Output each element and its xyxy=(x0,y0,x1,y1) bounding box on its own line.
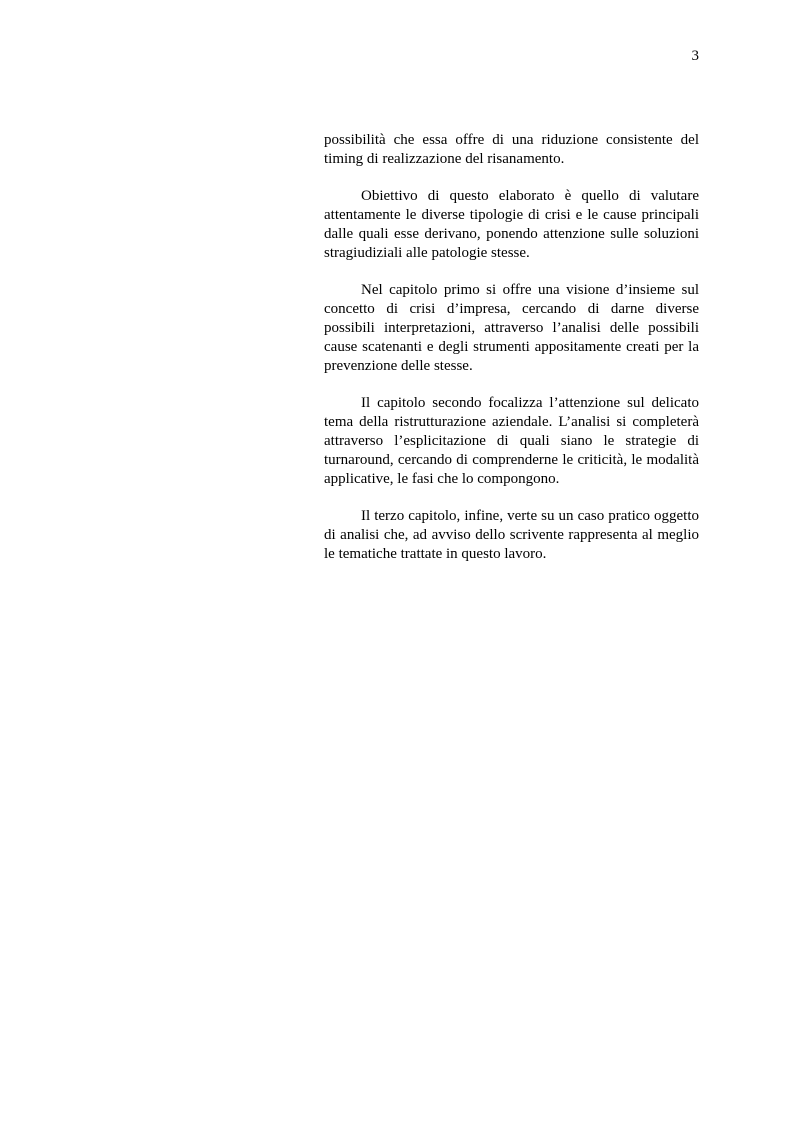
body-text xyxy=(324,131,699,582)
paragraph-chapter-three: Il terzo capitolo, infine, verte su un caso pratico oggetto di analisi che, ad avviso dello scrivente rappresenta al meglio le tematiche trattate in questo lavoro. xyxy=(324,508,699,562)
paragraph-continuation: possibilità che essa offre di una riduzione consistente del timing di realizzazione del risanamento. xyxy=(324,132,699,167)
paragraph-chapter-one: Nel capitolo primo si offre una visione d’insieme sul concetto di crisi d’impresa, cercando di darne diverse possibili interpretazioni, attraverso l’analisi delle possibili cause scatenanti e degli strumenti appositamente creati per la prevenzione delle stesse. xyxy=(324,282,699,374)
paragraph-chapter-two: Il capitolo secondo focalizza l’attenzione sul delicato tema della ristrutturazione aziendale. L’analisi si completerà attraverso l’esplicitazione di quali siano le strategie di turnaround, cercando di comprenderne le criticità, le modalità applicative, le fasi che lo compongono. xyxy=(324,395,699,487)
paragraph-objective: Obiettivo di questo elaborato è quello di valutare attentamente le diverse tipologie di crisi e le cause principali dalle quali esse derivano, ponendo attenzione sulle soluzioni stragiudiziali alle patologie stesse. xyxy=(324,188,699,261)
page-number: 3 xyxy=(691,48,699,64)
